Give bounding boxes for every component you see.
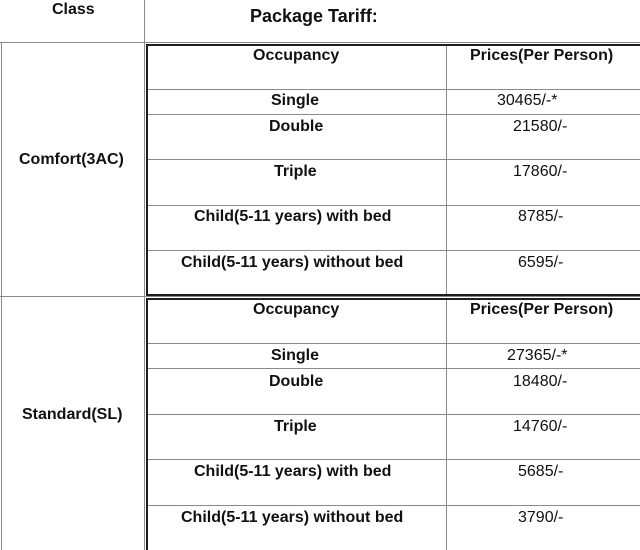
s2-row-rule — [148, 505, 640, 506]
s2-row-rule — [148, 368, 640, 369]
s2-inner-mid — [446, 300, 447, 550]
occupancy-cell: Child(5-11 years) with bed — [194, 463, 392, 480]
occupancy-cell: Triple — [274, 163, 317, 180]
price-cell: 8785/- — [518, 208, 564, 225]
price-cell: 21580/- — [513, 118, 568, 135]
price-cell: 30465/-* — [497, 92, 558, 109]
s1-inner-top — [146, 44, 640, 46]
tariff-title: Package Tariff: — [250, 6, 378, 26]
occupancy-cell: Single — [271, 92, 320, 109]
occupancy-cell: Double — [269, 373, 324, 390]
s2-row-rule — [148, 343, 640, 344]
price-header: Prices(Per Person) — [470, 301, 614, 318]
s1-row-rule — [148, 159, 640, 160]
s1-inner-bottom — [146, 294, 640, 296]
header-bottom-rule — [0, 42, 640, 43]
occupancy-cell: Child(5-11 years) without bed — [181, 254, 404, 271]
price-cell: 17860/- — [513, 163, 568, 180]
class-name-standard: Standard(SL) — [22, 406, 123, 423]
s2-row-rule — [148, 459, 640, 460]
price-header: Prices(Per Person) — [470, 47, 614, 64]
class-column-rule — [144, 0, 145, 550]
price-cell: 18480/- — [513, 373, 568, 390]
occupancy-cell: Single — [271, 347, 320, 364]
class-header: Class — [52, 1, 95, 18]
s2-row-rule — [148, 414, 640, 415]
s1-row-rule — [148, 205, 640, 206]
s2-inner-left — [146, 298, 148, 550]
occupancy-cell: Double — [269, 118, 324, 135]
occupancy-header: Occupancy — [253, 47, 340, 64]
occupancy-cell: Child(5-11 years) without bed — [181, 509, 404, 526]
price-cell: 6595/- — [518, 254, 564, 271]
occupancy-cell: Triple — [274, 418, 317, 435]
section-divider-rule — [0, 296, 640, 297]
occupancy-cell: Child(5-11 years) with bed — [194, 208, 392, 225]
s1-row-rule — [148, 250, 640, 251]
s1-row-rule — [148, 89, 640, 90]
class-name-comfort: Comfort(3AC) — [19, 151, 124, 168]
s1-inner-mid — [446, 46, 447, 296]
s2-inner-top — [146, 298, 640, 300]
price-cell: 5685/- — [518, 463, 564, 480]
price-cell: 27365/-* — [507, 347, 568, 364]
s1-row-rule — [148, 114, 640, 115]
s1-inner-left — [146, 44, 148, 296]
occupancy-header: Occupancy — [253, 301, 340, 318]
price-cell: 14760/- — [513, 418, 568, 435]
price-cell: 3790/- — [518, 509, 564, 526]
